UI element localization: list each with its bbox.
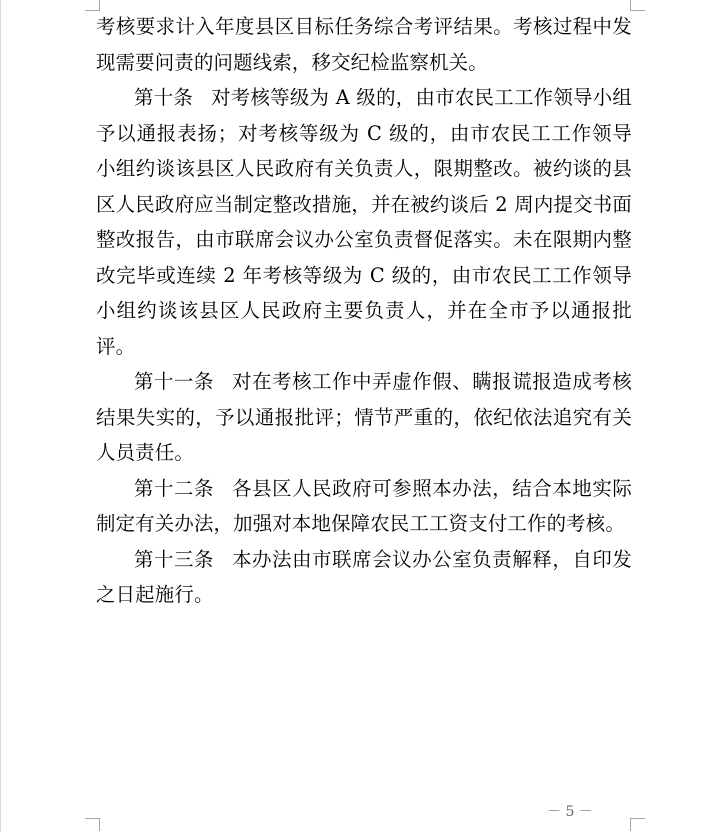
article-13	[96, 542, 632, 613]
document-body	[96, 9, 632, 613]
article-text: 对考核等级为 A 级的，由市农民工工作领导小组予以通报表扬；对考核等级为 C 级的，由市农民工工作领导小组约谈该县区人民政府有关负责人，限期整改。被约谈的县区人民政府应当制定整改措施，并在被约谈后 2 周内提交书面整改报告，由市联席会议办公室负责督促落实。未在限期内整改完毕或连续 2 年考核等级为 C 级的，由市农民工工作领导小组约谈该县区人民政府主要负责人，并在全市予以通报批评。	[96, 86, 632, 358]
article-number: 第十一条	[134, 370, 215, 393]
article-12	[96, 471, 632, 542]
crop-mark-top-right	[630, 0, 645, 11]
article-text: 各县区人民政府可参照本办法，结合本地实际制定有关办法，加强对本地保障农民工工资支付工作的考核。	[96, 476, 632, 535]
article-text: 对在考核工作中弄虚作假、瞒报谎报造成考核结果失实的，予以通报批评；情节严重的，依纪依法追究有关人员责任。	[96, 370, 632, 464]
paragraph-text: 考核要求计入年度县区目标任务综合考评结果。考核过程中发现需要问责的问题线索，移交纪检监察机关。	[96, 15, 632, 74]
article-11	[96, 364, 632, 471]
paragraph-continuation	[96, 9, 632, 80]
crop-mark-bottom-left	[85, 818, 100, 831]
article-number: 第十三条	[134, 547, 215, 571]
page-left-edge	[0, 0, 1, 832]
article-text: 本办法由市联席会议办公室负责解释，自印发之日起施行。	[96, 547, 632, 606]
crop-mark-bottom-right	[630, 818, 645, 831]
article-number: 第十条	[134, 86, 194, 109]
article-10	[96, 80, 632, 364]
page-number: － 5 －	[547, 804, 593, 820]
article-number: 第十二条	[134, 476, 215, 500]
